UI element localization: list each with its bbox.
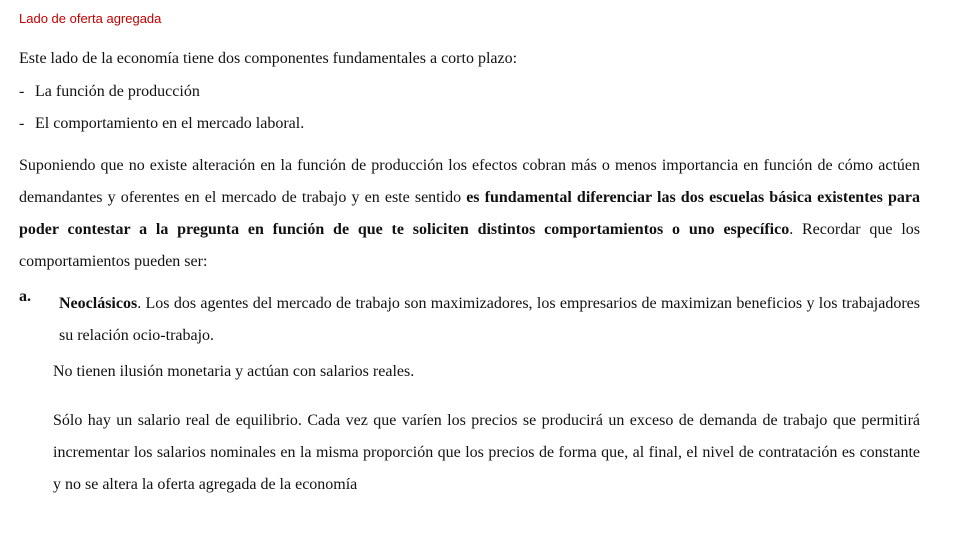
item-a-heading: Neoclásicos [59, 295, 138, 312]
paragraph-text-start: Suponiendo que no existe alteración en la función de producción los efectos cobran más o menos importancia en función de cómo actúen demandantes y oferentes en el mercado de trabajo y en este sentido [19, 157, 920, 206]
paragraph-emphasis: es fundamental diferenciar las dos escuelas básica existentes para poder contestar a la pregunta en función de que te soliciten distintos comportamientos o uno específico [19, 189, 920, 238]
item-a-text [59, 288, 920, 352]
bullet-marker: - [19, 83, 25, 100]
bullet-marker: - [19, 115, 25, 132]
item-a-marker: a. [19, 288, 31, 305]
main-paragraph [19, 150, 920, 278]
slide-title: Lado de oferta agregada [19, 11, 162, 26]
item-a-body: . Los dos agentes del mercado de trabajo son maximizadores, los empresarios de maximizan beneficios y los trabajadores su relación ocio-trabajo. [59, 295, 920, 344]
paragraph-text-end: . Recordar que los comportamientos pueden ser: [19, 221, 921, 270]
bullet-item-labor-market [19, 115, 304, 133]
bullet-text: La función de producción [35, 83, 200, 100]
bullet-text: El comportamiento en el mercado laboral. [35, 115, 305, 132]
bullet-item-production-function [19, 83, 200, 101]
note-monetary-illusion: No tienen ilusión monetaria y actúan con salarios reales. [53, 363, 415, 380]
intro-text: Este lado de la economía tiene dos componentes fundamentales a corto plazo: [19, 50, 518, 67]
note-real-wage-equilibrium: Sólo hay un salario real de equilibrio. Cada vez que varíen los precios se producirá un exceso de demanda de trabajo que permitirá incrementar los salarios nominales en la misma proporción que los precios de forma que, al final, el nivel de contratación es constante y no se altera la oferta agregada de la economía [53, 412, 920, 493]
